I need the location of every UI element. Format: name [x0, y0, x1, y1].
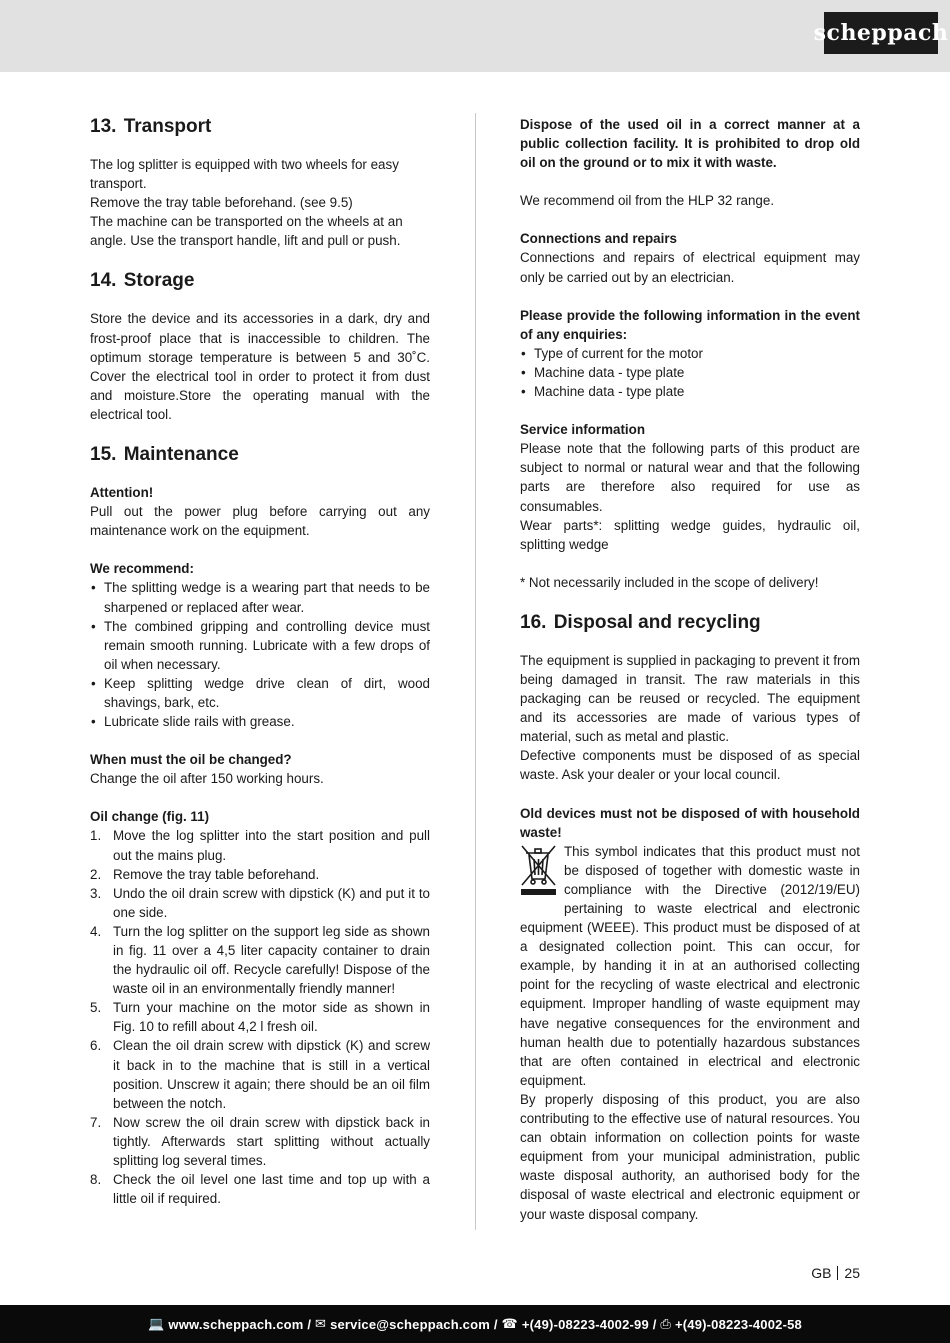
- transport-text-1: The log splitter is equipped with two wheels for easy transport.: [90, 157, 399, 192]
- weee-notice: [520, 842, 860, 1090]
- scheppach-logo: scheppach: [824, 12, 938, 54]
- enquiries-list: [520, 344, 860, 401]
- fax-number: +(49)-08223-4002-58: [674, 1316, 802, 1332]
- crossed-out-bin-icon: [520, 843, 560, 900]
- list-item: 2. Remove the tray table beforehand.: [90, 866, 320, 882]
- list-item: • The combined gripping and controlling device must remain smooth running. Lubricate with a few drops of oil when necessary.: [90, 617, 430, 674]
- left-column: [90, 115, 430, 1208]
- connections-text: Connections and repairs of electrical equipment may only be carried out by an electrician.: [520, 250, 860, 285]
- weee-text: This symbol indicates that this product must not be disposed of together with domestic waste in compliance with the Directive (2012/19/EU) pertaining to waste electrical and electronic equipment (WEEE). This product must be disposed of at a designated collection point. This can occur, for example, by handing it in at an authorised collecting point for the recycling of waste electrical and electronic equipment. Improper handling of waste equipment may have negative consequences for the environment and human health due to potentially hazardous substances that are often contained in electrical and electronic equipment.: [520, 843, 860, 1088]
- service-heading: Service information: [520, 422, 646, 438]
- list-item: 6. Clean the oil drain screw with dipstick (K) and screw it back in to the machine that is still in a vertical position. Unscrew it again; there should be an oil film between the notch.: [90, 1038, 430, 1111]
- disposal-final-text: By properly disposing of this product, you are also contributing to the effective use of natural resources. You can obtain information on collection points for waste equipment from your municipal administration, public waste disposal authority, an authorised body for the disposal of waste electrical and electronic equipment or your waste disposal company.: [520, 1091, 860, 1222]
- section-13-heading: 13. Transport: [90, 116, 212, 137]
- transport-text-3: The machine can be transported on the wheels at an angle. Use the transport handle, lift and pull or push.: [90, 214, 403, 249]
- list-item: • Lubricate slide rails with grease.: [90, 712, 430, 731]
- list-item: • The splitting wedge is a wearing part that needs to be sharpened or replaced after wear.: [90, 578, 430, 616]
- oil-change-steps: [90, 826, 430, 1208]
- list-item: • Machine data - type plate: [520, 382, 860, 401]
- recommend-heading: We recommend:: [90, 561, 194, 577]
- storage-text: Store the device and its accessories in a dark, dry and frost-proof place that is inaccessible to children. The optimum storage temperature is between 5 and 30˚C. Cover the electrical tool in order to protect it from dust and moisture.Store the operating manual with the electrical tool.: [90, 311, 430, 422]
- enquiries-heading: Please provide the following information in the event of any enquiries:: [520, 307, 860, 342]
- right-column: [520, 115, 860, 1224]
- defective-components-text: Defective components must be disposed of as special waste. Ask your dealer or your local council.: [520, 748, 860, 783]
- list-item: • Type of current for the motor: [520, 344, 860, 363]
- oil-change-interval-text: Change the oil after 150 working hours.: [90, 771, 324, 787]
- section-14-heading: 14. Storage: [90, 270, 195, 292]
- list-item: 7. Now screw the oil drain screw with dipstick back in tightly. Afterwards start splitting without actually splitting log several times.: [90, 1114, 430, 1169]
- attention-heading: Attention!: [90, 485, 154, 501]
- list-item: 1. Move the log splitter into the start position and pull out the mains plug.: [90, 828, 430, 863]
- service-text: Please note that the following parts of this product are subject to normal or natural wear and that the following parts are therefore also required for use as consumables.: [520, 441, 860, 514]
- computer-icon: 💻: [148, 1316, 165, 1331]
- website-link[interactable]: www.scheppach.com /: [168, 1316, 312, 1332]
- recommend-list: [90, 578, 430, 731]
- transport-text-2: Remove the tray table beforehand. (see 9.5): [90, 195, 353, 211]
- page-header: [0, 0, 950, 72]
- email-link[interactable]: service@scheppach.com /: [330, 1316, 498, 1332]
- section-15-heading: 15. Maintenance: [90, 444, 239, 466]
- list-item: • Machine data - type plate: [520, 363, 860, 382]
- fax-icon: ⎙: [660, 1316, 671, 1331]
- list-item: 8. Check the oil level one last time and top up with a little oil if required.: [90, 1172, 430, 1207]
- oil-change-interval-heading: When must the oil be changed?: [90, 752, 292, 768]
- list-item: 3. Undo the oil drain screw with dipstick (K) and put it to one side.: [90, 885, 430, 920]
- dispose-oil-warning: Dispose of the used oil in a correct manner at a public collection facility. It is prohibited to drop old oil on the ground or to mix it with waste.: [520, 117, 860, 171]
- oil-recommendation: We recommend oil from the HLP 32 range.: [520, 193, 775, 209]
- mail-icon: ✉: [314, 1316, 327, 1331]
- phone-icon: ☎: [501, 1316, 518, 1331]
- connections-heading: Connections and repairs: [520, 231, 678, 247]
- page-footer: [0, 1305, 950, 1343]
- section-16-heading: 16. Disposal and recycling: [520, 611, 761, 633]
- list-item: 5. Turn your machine on the motor side as shown in Fig. 10 to refill about 4,2 l fresh oil.: [90, 1000, 430, 1035]
- column-divider: [475, 113, 476, 1230]
- page-number: GB 25: [811, 1265, 860, 1281]
- phone-number: +(49)-08223-4002-99 /: [521, 1316, 657, 1332]
- oil-change-heading: Oil change (fig. 11): [90, 809, 210, 825]
- packaging-text: The equipment is supplied in packaging to prevent it from being damaged in transit. The raw materials in this packaging can be reused or recycled. The equipment and its accessories are made of various types of material, such as metal and plastic.: [520, 652, 860, 745]
- footnote: * Not necessarily included in the scope of delivery!: [520, 574, 819, 590]
- list-item: 4. Turn the log splitter on the support leg side as shown in fig. 11 over a 4,5 liter capacity container to drain the hydraulic oil off. Recycle carefully! Dispose of the waste oil in an environmentally friendly manner!: [90, 923, 430, 997]
- list-item: • Keep splitting wedge drive clean of dirt, wood shavings, bark, etc.: [90, 674, 430, 712]
- wear-parts-text: Wear parts*: splitting wedge guides, hydraulic oil, splitting wedge: [520, 517, 860, 552]
- old-devices-heading: Old devices must not be disposed of with household waste!: [520, 805, 860, 840]
- attention-text: Pull out the power plug before carrying out any maintenance work on the equipment.: [90, 504, 430, 539]
